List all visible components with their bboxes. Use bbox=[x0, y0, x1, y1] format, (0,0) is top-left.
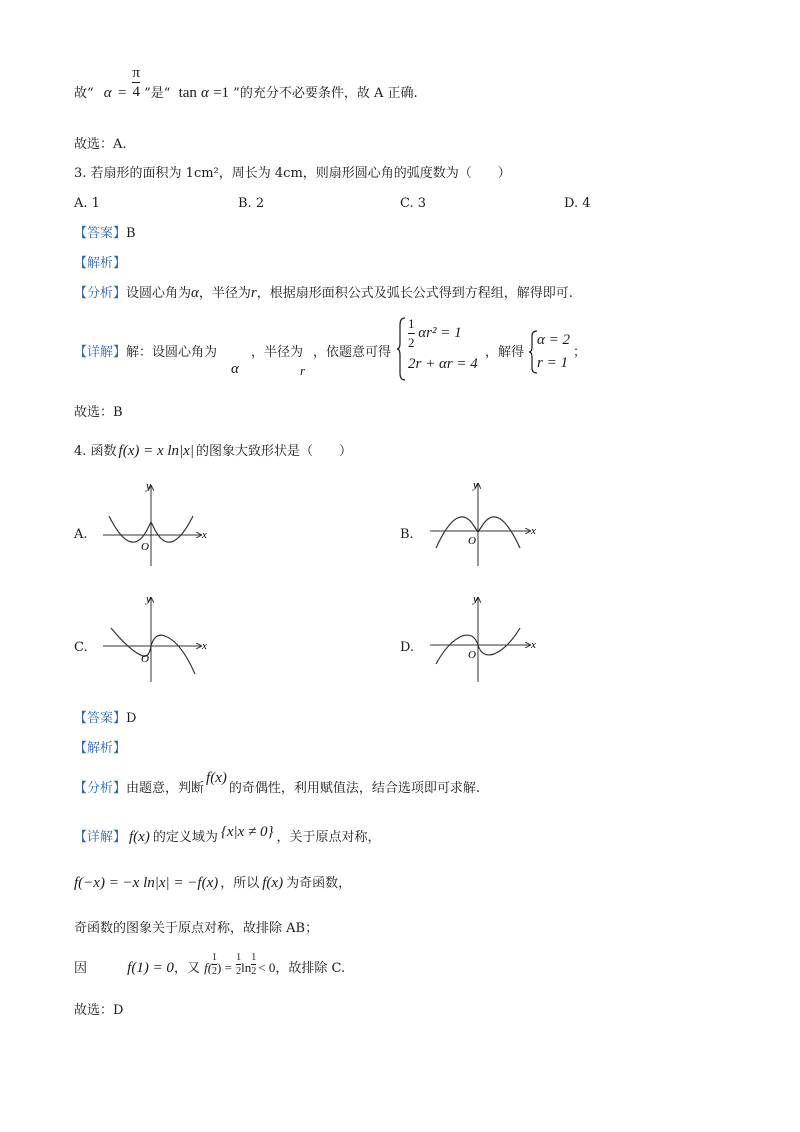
q3-semicolon: ； bbox=[573, 345, 587, 360]
x-axis-label: x bbox=[202, 640, 207, 652]
y-axis-label: y bbox=[473, 479, 478, 491]
q4-option-b-label: B. bbox=[400, 527, 414, 542]
origin-label: O bbox=[468, 649, 476, 661]
y-axis-label: y bbox=[146, 593, 151, 605]
curve bbox=[111, 628, 195, 674]
q3-option-a: A. 1 bbox=[74, 196, 100, 211]
graph-b bbox=[428, 478, 540, 568]
q4-stem: 4. 函数 f(x) = x ln|x| 的图象大致形状是（ ） bbox=[74, 443, 352, 459]
x-axis-label: x bbox=[531, 525, 536, 537]
q3-xj-r: r bbox=[300, 363, 306, 378]
q3-fenxi: 【分析】设圆心角为α，半径为r，根据扇形面积公式及弧长公式得到方程组，解得即可. bbox=[74, 285, 573, 301]
q3-option-c: C. 3 bbox=[400, 196, 427, 211]
origin-label: O bbox=[141, 541, 149, 553]
q3-analysis-tag: 【解析】 bbox=[74, 256, 127, 271]
q3-select: 故选：B bbox=[74, 405, 123, 420]
y-axis-label: y bbox=[473, 593, 478, 605]
system-eq1: $\frac{1}{2}$ αr² = 1 bbox=[408, 316, 462, 350]
q3-answer: 【答案】B bbox=[74, 226, 136, 241]
x-axis-label: x bbox=[202, 529, 207, 541]
q3-xiangjie: 【详解】解：设圆心角为 bbox=[74, 345, 218, 360]
x-axis-label: x bbox=[531, 639, 536, 651]
q3-solve-label: ，解得 bbox=[485, 345, 525, 360]
graph-d bbox=[428, 592, 540, 684]
solution-r: r = 1 bbox=[537, 355, 568, 371]
q4-because-line: 因 f(1) = 0，又 f( $\frac{1}{2}$ ) = $\frac{1}{2}$ ln $\frac{1}{2}$ < 0，故排除 C. bbox=[74, 952, 346, 977]
q4-option-a-label: A. bbox=[74, 527, 88, 542]
q3-xj-alpha: α bbox=[231, 361, 239, 377]
q3-xj-radius-label: ，半径为 bbox=[251, 345, 304, 360]
q3-option-d: D. 4 bbox=[564, 196, 591, 211]
q4-answer: 【答案】D bbox=[74, 711, 137, 726]
left-brace-system bbox=[396, 317, 406, 381]
solution-alpha: α = 2 bbox=[537, 332, 570, 348]
q4-xiangjie: 【详解】 f(x) 的定义域为 {x|x ≠ 0} ，关于原点对称， bbox=[74, 824, 381, 845]
origin-label: O bbox=[141, 653, 149, 665]
q4-option-d-label: D. bbox=[400, 640, 415, 655]
conclusion-line-a: 故“ α = $\frac{\pi}{4}$ ”是“ tan α =1 ”的充分不必要条件，故 A 正确. bbox=[74, 65, 418, 101]
origin-label: O bbox=[468, 535, 476, 547]
q3-xj-depends: ，依题意可得 bbox=[313, 345, 392, 360]
select-answer-a: 故选：A. bbox=[74, 137, 127, 152]
q3-option-b: B. 2 bbox=[238, 196, 265, 211]
y-axis-label: y bbox=[146, 480, 151, 492]
system-eq2: 2r + αr = 4 bbox=[408, 356, 478, 372]
q4-fenxi: 【分析】由题意，判断f(x)的奇偶性，利用赋值法，结合选项即可求解. bbox=[74, 770, 480, 796]
q4-select: 故选：D bbox=[74, 1003, 124, 1018]
q3-stem: 3. 若扇形的面积为 1cm²，周长为 4cm，则扇形圆心角的弧度数为（ ） bbox=[74, 166, 511, 181]
q4-symmetry-line: 奇函数的图象关于原点对称，故排除 AB； bbox=[74, 921, 319, 936]
pi-over-4: $\frac{\pi}{4}$ bbox=[132, 65, 140, 100]
q4-option-c-label: C. bbox=[74, 640, 88, 655]
q4-odd-line: f(−x) = −x ln|x| = −f(x) ，所以 f(x) 为奇函数， bbox=[74, 875, 352, 891]
graph-c bbox=[101, 592, 211, 684]
graph-a bbox=[101, 478, 211, 568]
q4-analysis-tag: 【解析】 bbox=[74, 741, 127, 756]
